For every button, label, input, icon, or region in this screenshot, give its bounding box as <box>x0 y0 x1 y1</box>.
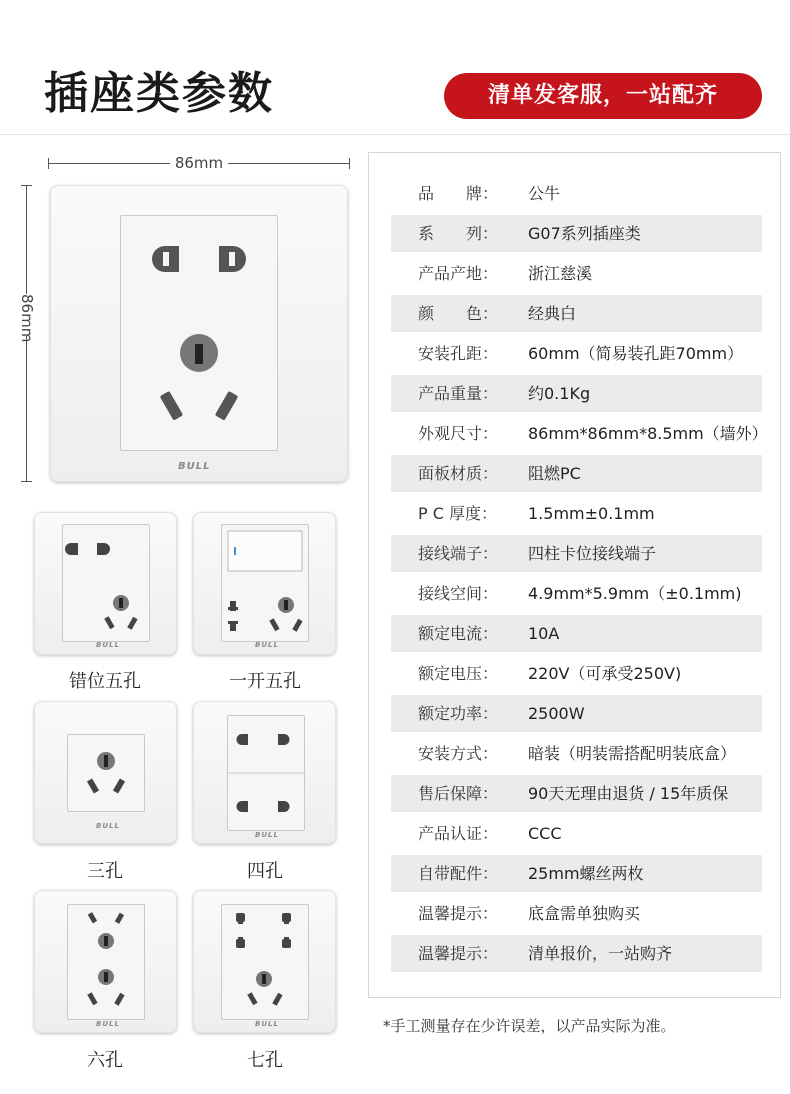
variant-panel-six <box>34 890 177 1033</box>
socket-frame <box>67 734 145 812</box>
brand-logo: BULL <box>255 1020 279 1028</box>
main-socket-image <box>50 185 348 482</box>
spec-key: 产品产地： <box>418 264 499 283</box>
five-hole-socket-icon <box>121 216 277 450</box>
spec-value: 清单报价，一站购齐 <box>528 944 673 963</box>
spec-key: 额定电压： <box>418 664 499 683</box>
spec-row <box>391 255 762 292</box>
spec-value: 底盒需单独购买 <box>528 904 641 923</box>
spec-row <box>391 735 762 772</box>
spec-row <box>391 815 762 852</box>
spec-key: 温馨提示： <box>418 904 499 923</box>
spec-key: 外观尺寸： <box>418 424 499 443</box>
spec-row <box>391 695 762 732</box>
four-hole-icon <box>228 716 304 830</box>
spec-key: 颜 色： <box>418 304 499 323</box>
socket-frame <box>62 524 150 642</box>
brand-logo: BULL <box>96 641 120 649</box>
socket-frame <box>67 904 145 1020</box>
spec-value: G07系列插座类 <box>528 224 641 243</box>
spec-value: 四柱卡位接线端子 <box>528 544 657 563</box>
spec-value: 暗装（明装需搭配明装底盒） <box>528 744 737 763</box>
variant-label: 七孔 <box>247 1050 283 1071</box>
socket-frame <box>227 715 305 831</box>
socket-frame <box>221 904 309 1020</box>
spec-row <box>391 895 762 932</box>
seven-hole-icon <box>222 905 308 1019</box>
spec-table <box>368 152 781 998</box>
variant-panel-four <box>193 701 336 844</box>
brand-logo: BULL <box>96 822 120 830</box>
six-hole-icon <box>68 905 144 1019</box>
spec-key: 系 列： <box>418 224 499 243</box>
header-divider <box>0 134 790 135</box>
spec-key: 额定功率： <box>418 704 499 723</box>
variant-label: 错位五孔 <box>69 671 141 692</box>
spec-row <box>391 175 762 212</box>
spec-key: 产品重量： <box>418 384 499 403</box>
spec-key: 温馨提示： <box>418 944 499 963</box>
socket-frame <box>120 215 278 451</box>
spec-row <box>391 615 762 652</box>
switch-five-hole-icon <box>222 525 308 641</box>
spec-value: 90天无理由退货 / 15年质保 <box>528 784 729 803</box>
spec-key: 产品认证： <box>418 824 499 843</box>
spec-value: 约0.1Kg <box>528 384 591 403</box>
spec-row <box>391 655 762 692</box>
variant-panel-switch-five <box>193 512 336 655</box>
variant-label: 四孔 <box>247 861 283 882</box>
spec-key: 品 牌： <box>418 184 499 203</box>
spec-row <box>391 375 762 412</box>
spec-key: 接线空间： <box>418 584 499 603</box>
brand-logo: BULL <box>96 1020 120 1028</box>
spec-value: 1.5mm±0.1mm <box>528 504 655 523</box>
brand-logo: BULL <box>255 641 279 649</box>
spec-value: 60mm（简易装孔距70mm） <box>528 344 744 363</box>
variant-label: 一开五孔 <box>229 671 301 692</box>
spec-row <box>391 855 762 892</box>
spec-value: 25mm螺丝两枚 <box>528 864 644 883</box>
spec-row <box>391 775 762 812</box>
spec-row <box>391 215 762 252</box>
spec-key: 额定电流： <box>418 624 499 643</box>
spec-value: 4.9mm*5.9mm（±0.1mm) <box>528 584 742 603</box>
variant-panel-staggered-five <box>34 512 177 655</box>
spec-key: 安装方式： <box>418 744 499 763</box>
spec-key: P C 厚度： <box>418 504 497 523</box>
spec-key: 自带配件： <box>418 864 499 883</box>
brand-logo: BULL <box>178 461 211 472</box>
spec-row <box>391 495 762 532</box>
measurement-footnote: *手工测量存在少许误差，以产品实际为准。 <box>383 1017 676 1035</box>
variant-label: 三孔 <box>87 861 123 882</box>
spec-value: 经典白 <box>528 304 577 323</box>
spec-row <box>391 935 762 972</box>
service-badge[interactable]: 清单发客服，一站配齐 <box>444 73 762 119</box>
three-hole-icon <box>68 735 144 811</box>
spec-key: 安装孔距： <box>418 344 499 363</box>
spec-value: 阻燃PC <box>528 464 581 483</box>
spec-value: 浙江慈溪 <box>528 264 593 283</box>
spec-key: 面板材质： <box>418 464 499 483</box>
page-title: 插座类参数 <box>44 68 274 119</box>
spec-value: 86mm*86mm*8.5mm（墙外） <box>528 424 768 443</box>
spec-row <box>391 295 762 332</box>
spec-row <box>391 335 762 372</box>
spec-row <box>391 455 762 492</box>
brand-logo: BULL <box>255 831 279 839</box>
height-dimension-label: 86mm <box>18 294 36 343</box>
variant-panel-three <box>34 701 177 844</box>
spec-key: 售后保障： <box>418 784 499 803</box>
variant-panel-seven <box>193 890 336 1033</box>
spec-key: 接线端子： <box>418 544 499 563</box>
socket-frame <box>221 524 309 642</box>
spec-value: 2500W <box>528 704 585 723</box>
width-dimension-label: 86mm <box>170 154 228 172</box>
spec-row <box>391 535 762 572</box>
spec-row <box>391 575 762 612</box>
spec-value: CCC <box>528 824 562 843</box>
spec-value: 公牛 <box>528 184 561 203</box>
variant-label: 六孔 <box>87 1050 123 1071</box>
spec-row <box>391 415 768 452</box>
staggered-five-hole-icon <box>63 525 149 641</box>
spec-value: 10A <box>528 624 560 643</box>
spec-value: 220V（可承受250V) <box>528 664 682 683</box>
